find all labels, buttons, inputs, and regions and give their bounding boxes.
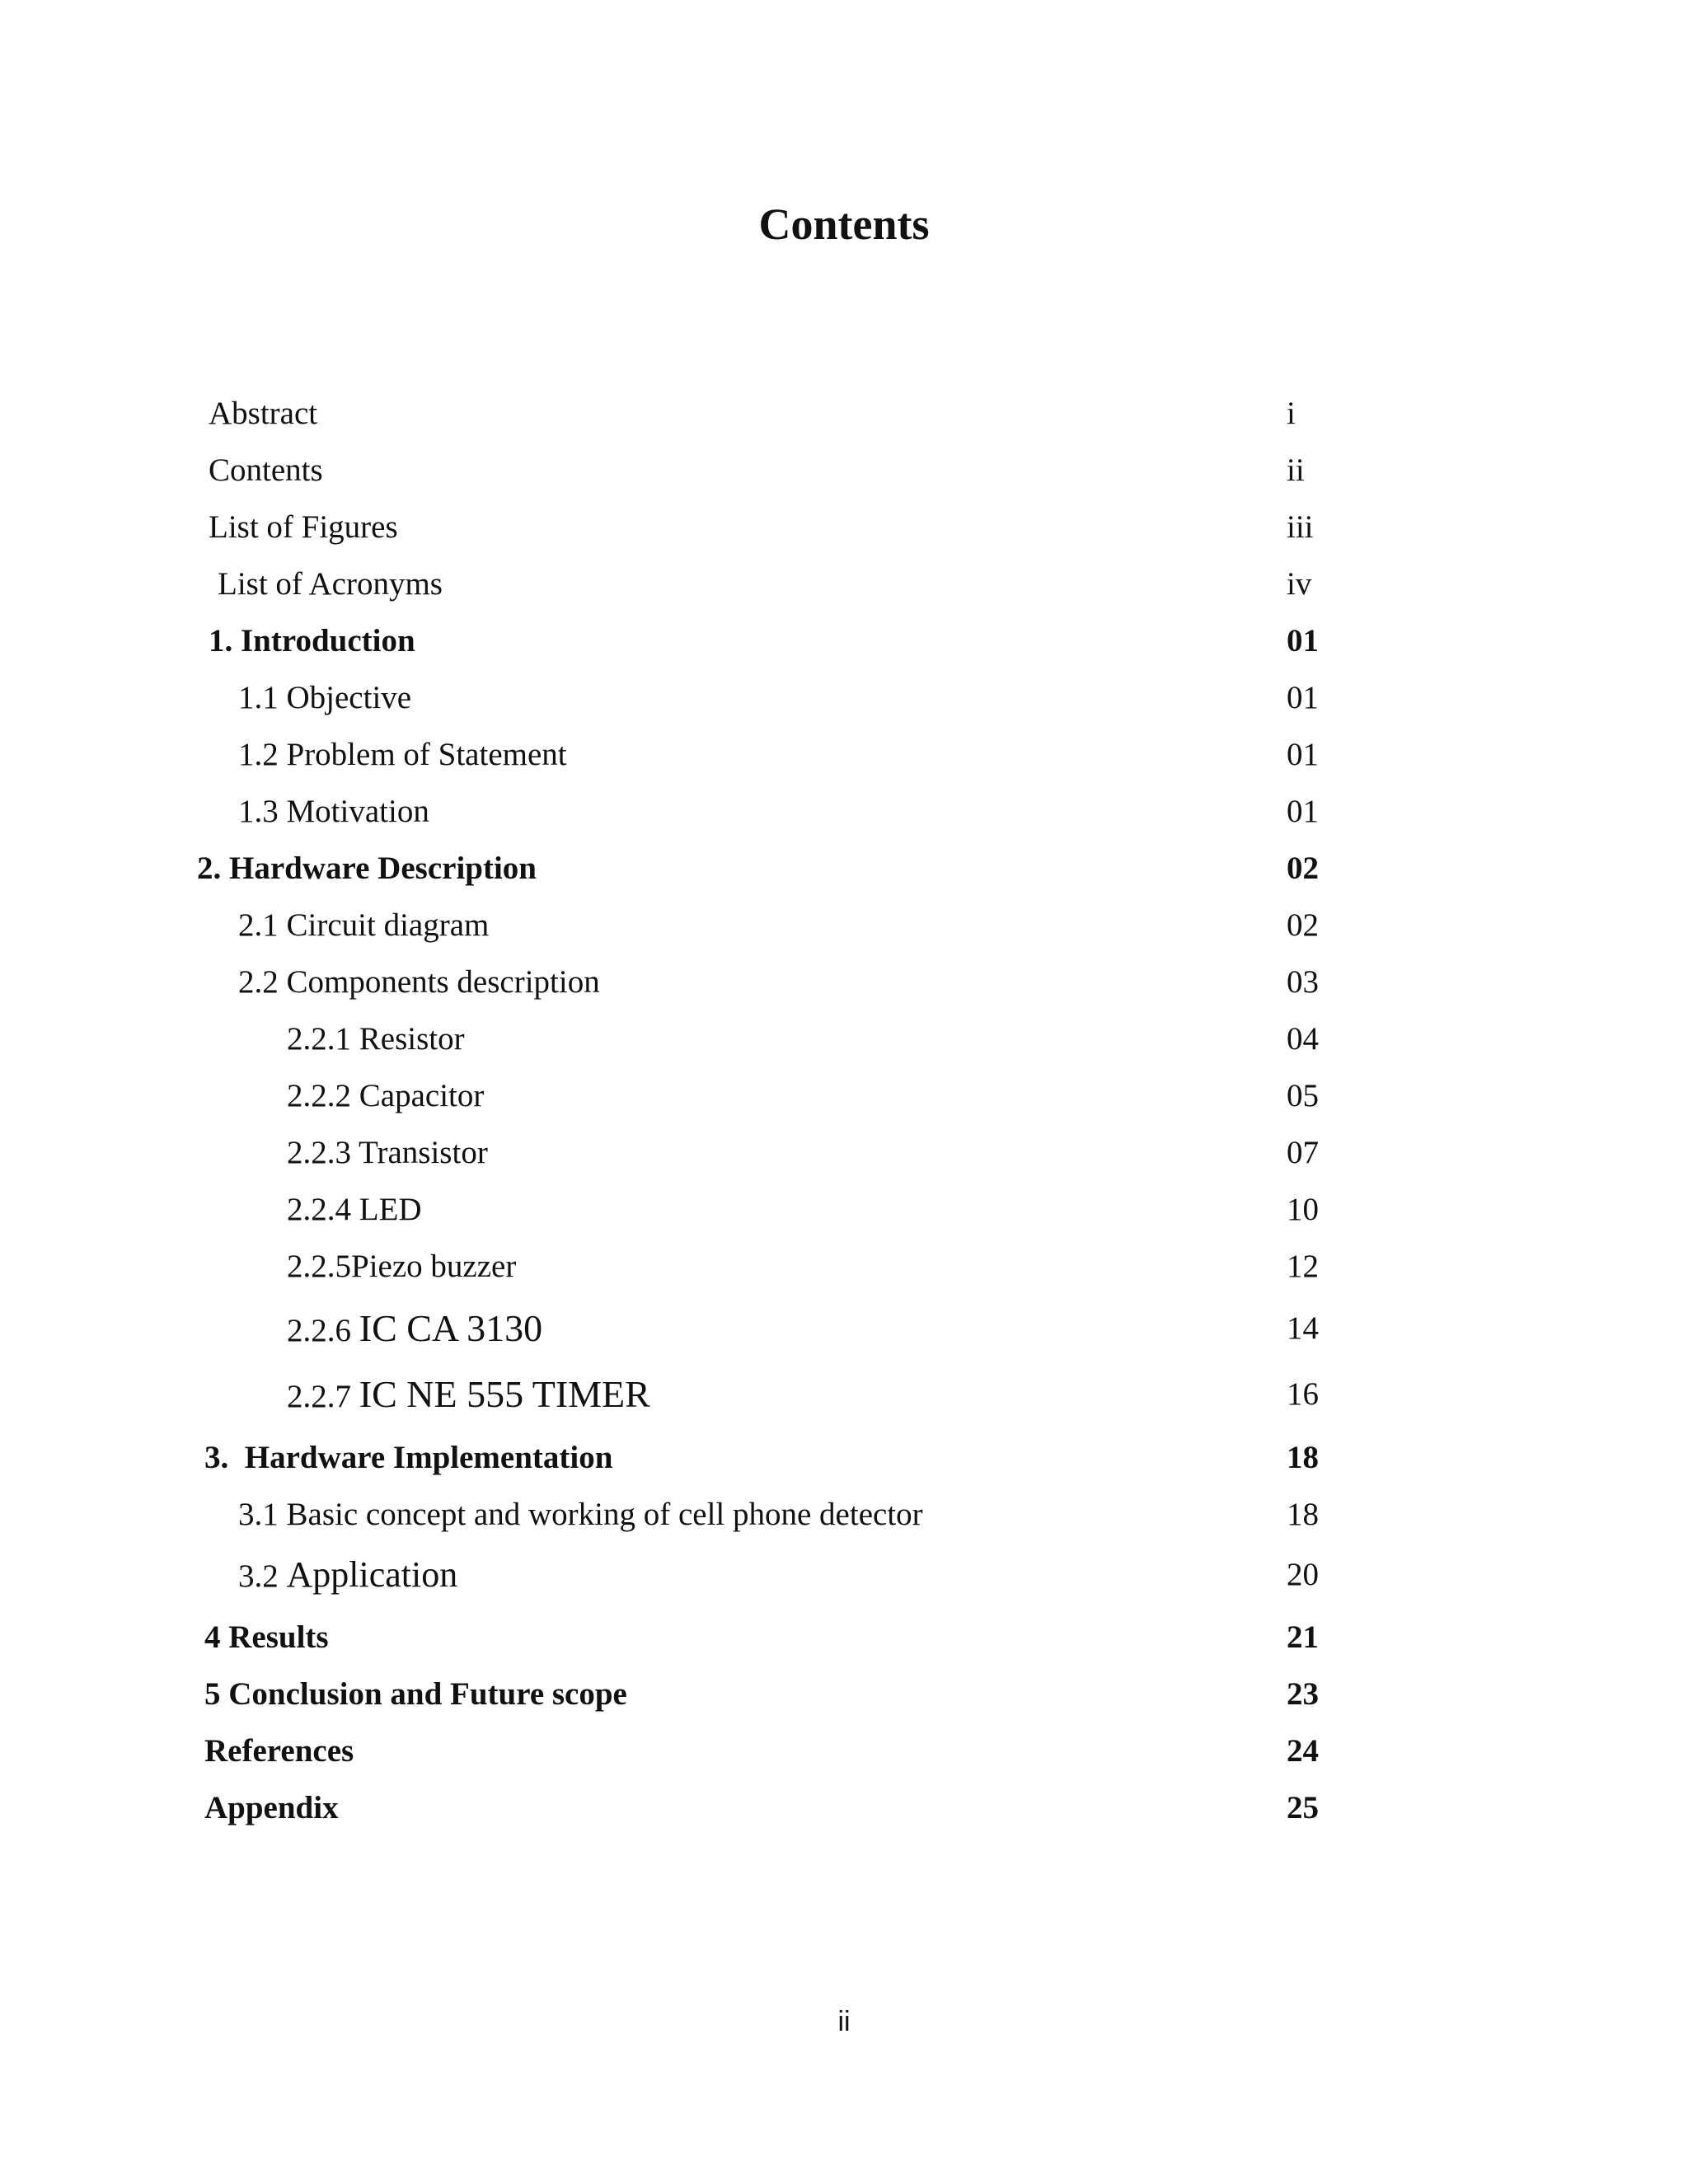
toc-entry-circuit-diagram bbox=[0, 898, 1688, 954]
toc-entry-page: iii bbox=[1287, 509, 1314, 545]
toc-entry-label: References bbox=[204, 1733, 354, 1769]
toc-entry-label: 2.1 Circuit diagram bbox=[238, 907, 490, 943]
toc-entry-label bbox=[287, 1301, 542, 1359]
toc-entry-text: IC NE 555 TIMER bbox=[359, 1373, 650, 1415]
toc-entry-label: 3.1 Basic concept and working of cell phone detector bbox=[238, 1497, 923, 1532]
toc-entry-ic-ne-555-timer bbox=[0, 1366, 1688, 1422]
toc-entry-page: 25 bbox=[1287, 1790, 1319, 1825]
toc-entry-problem-of-statement bbox=[0, 727, 1688, 783]
toc-entry-page: 01 bbox=[1287, 794, 1319, 829]
toc-entry-page: 20 bbox=[1287, 1557, 1319, 1592]
toc-entry-page: 02 bbox=[1287, 907, 1319, 943]
toc-entry-number: 2.2.6 bbox=[287, 1313, 351, 1348]
toc-entry-basic-concept bbox=[0, 1487, 1688, 1543]
toc-entry-page: i bbox=[1287, 396, 1296, 431]
toc-entry-page: 23 bbox=[1287, 1676, 1319, 1712]
toc-entry-number: 2.2.7 bbox=[287, 1379, 351, 1414]
toc-entry-capacitor bbox=[0, 1068, 1688, 1124]
toc-entry-label: 1.2 Problem of Statement bbox=[238, 737, 567, 772]
toc-entry-hardware-description bbox=[0, 841, 1688, 897]
toc-entry-page: 01 bbox=[1287, 737, 1319, 772]
toc-entry-ic-ca-3130 bbox=[0, 1301, 1688, 1357]
toc-entry-page: 07 bbox=[1287, 1135, 1319, 1170]
toc-entry-label: 1.3 Motivation bbox=[238, 794, 429, 829]
toc-entry-piezo-buzzer bbox=[0, 1239, 1688, 1295]
toc-entry-page: 14 bbox=[1287, 1310, 1319, 1346]
toc-entry-results bbox=[0, 1610, 1688, 1666]
toc-entry-label: Appendix bbox=[204, 1790, 339, 1825]
toc-entry-label: 2.2 Components description bbox=[238, 964, 600, 1000]
toc-entry-label: 1. Introduction bbox=[209, 623, 415, 658]
toc-entry-label bbox=[238, 1547, 457, 1605]
toc-entry-abstract bbox=[0, 386, 1688, 442]
toc-entry-page: 04 bbox=[1287, 1021, 1319, 1057]
toc-entry-introduction bbox=[0, 613, 1688, 669]
toc-entry-text: Application bbox=[286, 1554, 458, 1595]
toc-entry-resistor bbox=[0, 1011, 1688, 1067]
toc-entry-page: 18 bbox=[1287, 1440, 1319, 1475]
toc-entry-appendix bbox=[0, 1780, 1688, 1836]
toc-entry-label: Contents bbox=[209, 452, 323, 488]
toc-entry-list-of-figures bbox=[0, 499, 1688, 555]
toc-entry-label bbox=[287, 1366, 650, 1425]
toc-entry-motivation bbox=[0, 784, 1688, 840]
toc-entry-label: 2.2.5Piezo buzzer bbox=[287, 1249, 517, 1284]
toc-entry-page: ii bbox=[1287, 452, 1305, 488]
toc-entry-label: 5 Conclusion and Future scope bbox=[204, 1676, 627, 1712]
toc-entry-page: 18 bbox=[1287, 1497, 1319, 1532]
toc-entry-page: 16 bbox=[1287, 1376, 1319, 1412]
toc-entry-label: 2. Hardware Description bbox=[197, 851, 537, 886]
toc-entry-page: 02 bbox=[1287, 851, 1319, 886]
toc-entry-transistor bbox=[0, 1125, 1688, 1181]
toc-entry-label: 2.2.3 Transistor bbox=[287, 1135, 488, 1170]
toc-entry-page: 05 bbox=[1287, 1078, 1319, 1113]
toc-entry-label: 4 Results bbox=[204, 1619, 329, 1655]
toc-entry-label: 3. Hardware Implementation bbox=[204, 1440, 613, 1475]
toc-entry-text: IC CA 3130 bbox=[359, 1307, 543, 1349]
page-title: Contents bbox=[758, 199, 930, 249]
toc-entry-conclusion bbox=[0, 1666, 1688, 1722]
toc-entry-label: Abstract bbox=[209, 396, 318, 431]
toc-entry-list-of-acronyms bbox=[0, 556, 1688, 612]
toc-entry-objective bbox=[0, 670, 1688, 726]
toc-entry-references bbox=[0, 1723, 1688, 1779]
footer-page-number: ii bbox=[837, 2006, 851, 2037]
toc-entry-label: 2.2.4 LED bbox=[287, 1192, 422, 1227]
toc-entry-label: 2.2.2 Capacitor bbox=[287, 1078, 485, 1113]
toc-entry-page: 12 bbox=[1287, 1249, 1319, 1284]
toc-entry-hardware-implementation bbox=[0, 1430, 1688, 1486]
toc-entry-page: 10 bbox=[1287, 1192, 1319, 1227]
toc-entry-label: List of Figures bbox=[209, 509, 398, 545]
toc-entry-led bbox=[0, 1182, 1688, 1238]
toc-entry-page: 01 bbox=[1287, 680, 1319, 715]
toc-entry-components-description bbox=[0, 954, 1688, 1010]
toc-entry-application bbox=[0, 1547, 1688, 1603]
toc-entry-label: 1.1 Objective bbox=[238, 680, 412, 715]
toc-entry-label: 2.2.1 Resistor bbox=[287, 1021, 465, 1057]
toc-entry-number: 3.2 bbox=[238, 1558, 279, 1594]
toc-entry-contents bbox=[0, 443, 1688, 499]
toc-entry-label: List of Acronyms bbox=[218, 566, 443, 602]
toc-entry-page: 01 bbox=[1287, 623, 1319, 658]
toc-entry-page: 03 bbox=[1287, 964, 1319, 1000]
toc-entry-page: 24 bbox=[1287, 1733, 1319, 1769]
toc-entry-page: iv bbox=[1287, 566, 1312, 602]
toc-entry-page: 21 bbox=[1287, 1619, 1319, 1655]
